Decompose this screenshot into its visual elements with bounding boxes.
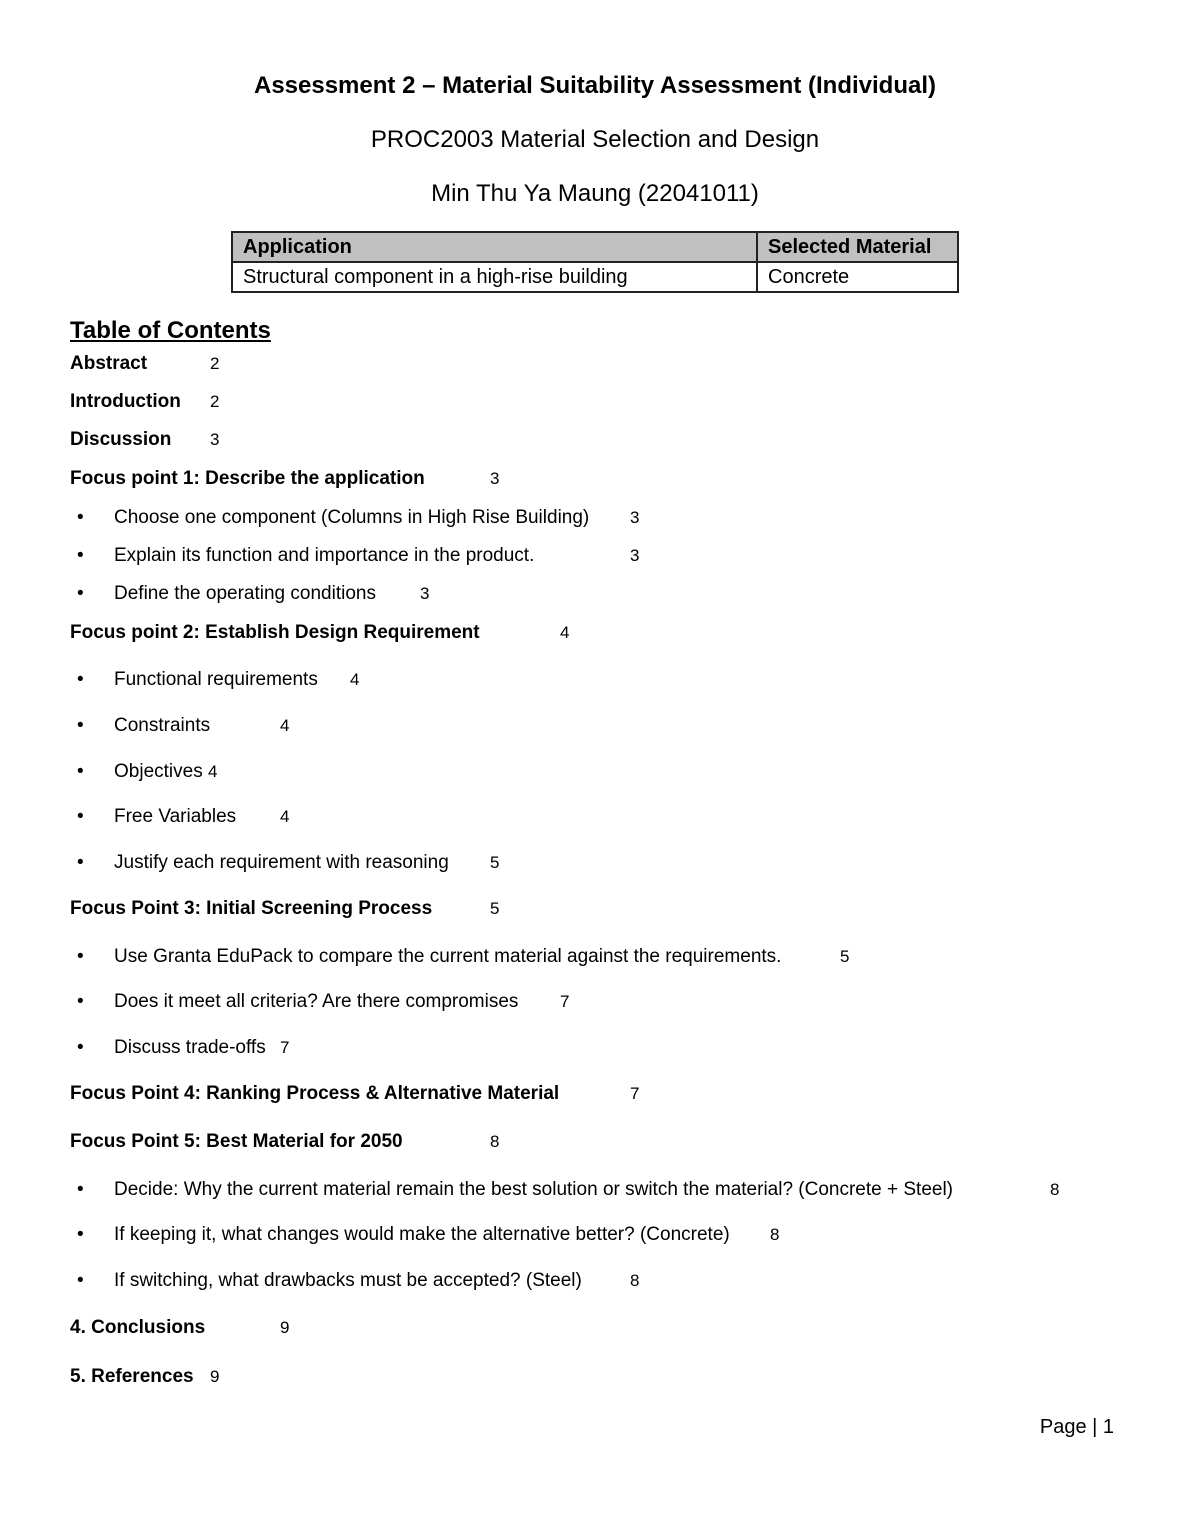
bullet-icon: • [77,1179,84,1200]
toc-entry-conclusions[interactable] [70,1317,290,1339]
table-row [232,262,958,292]
header-selected-material: Selected Material [757,232,958,262]
toc-page-number: 5 [490,853,500,872]
toc-entry-focus-point-3[interactable] [70,898,500,920]
toc-entry-focus-point-4[interactable] [70,1083,640,1105]
toc-page-number: 4 [280,716,290,735]
toc-entry-label: Focus point 1: Describe the application [70,468,425,489]
toc-entry-label: Does it meet all criteria? Are there compromises [114,991,519,1012]
toc-entry-focus-point-5[interactable] [70,1131,500,1153]
application-material-table [231,231,959,293]
toc-entry-label: Introduction [70,391,181,412]
toc-page-number: 4 [560,623,570,642]
toc-page-number: 8 [630,1271,640,1290]
bullet-icon: • [77,946,84,967]
page-footer: Page | 1 [1039,1416,1114,1438]
toc-page-number: 3 [630,546,640,565]
bullet-icon: • [77,583,84,604]
toc-entry-label: If keeping it, what changes would make the alternative better? (Concrete) [114,1224,730,1245]
bullet-icon: • [77,715,84,736]
toc-entry-label: Focus Point 4: Ranking Process & Alternative Material [70,1083,560,1104]
toc-entry-label: Justify each requirement with reasoning [114,852,449,873]
toc-page-number: 7 [630,1084,640,1103]
toc-page-number: 3 [490,469,500,488]
toc-entry-label: Use Granta EduPack to compare the current material against the requirements. [114,946,782,967]
bullet-icon: • [77,806,84,827]
toc-entry-label: Discussion [70,429,172,450]
toc-entry-discussion[interactable] [70,429,220,451]
toc-entry-introduction[interactable] [70,391,220,413]
bullet-icon: • [77,545,84,566]
bullet-icon: • [77,1037,84,1058]
toc-entry-label: Focus Point 5: Best Material for 2050 [70,1131,403,1152]
bullet-icon: • [77,991,84,1012]
toc-entry-label: Focus point 2: Establish Design Requirement [70,622,480,643]
table-header-row [232,232,958,262]
toc-entry-label: Explain its function and importance in the product. [114,545,535,566]
author-name: Min Thu Ya Maung (22041011) [431,180,759,207]
toc-page-number: 9 [280,1318,290,1337]
cell-selected-material: Concrete [757,262,958,292]
document-title: Assessment 2 – Material Suitability Assessment (Individual) [253,72,936,99]
toc-page-number: 3 [630,508,640,527]
toc-entry-label: Discuss trade-offs [114,1037,266,1058]
toc-page-number: 5 [490,899,500,918]
toc-entry-abstract[interactable] [70,353,220,375]
toc-page-number: 3 [420,584,430,603]
toc-page-number: 8 [1050,1180,1060,1199]
toc-entry-label: Choose one component (Columns in High Rise Building) [114,507,590,528]
toc-page-number: 8 [770,1225,780,1244]
toc-entry-label: Functional requirements [114,669,318,690]
cell-application: Structural component in a high-rise building [232,262,757,292]
bullet-icon: • [77,507,84,528]
toc-entry-label: Focus Point 3: Initial Screening Process [70,898,433,919]
header-application: Application [232,232,757,262]
toc-heading: Table of Contents [70,317,271,344]
bullet-icon: • [77,669,84,690]
toc-page-number: 4 [280,807,290,826]
bullet-icon: • [77,1224,84,1245]
toc-page-number: 9 [210,1367,220,1386]
toc-page-number: 3 [210,430,220,449]
toc-page-number: 7 [560,992,570,1011]
toc-entry-label: Objectives [114,761,203,782]
toc-entry-label: Define the operating conditions [114,583,376,604]
toc-page-number: 2 [210,354,220,373]
toc-entry-label: 5. References [70,1366,194,1387]
toc-entry-focus-point-2[interactable] [70,622,570,644]
bullet-icon: • [77,761,84,782]
toc-page-number: 2 [210,392,220,411]
toc-page-number: 4 [350,670,360,689]
toc-entry-label: Decide: Why the current material remain the best solution or switch the material? (Concrete + Steel) [114,1179,954,1200]
bullet-icon: • [77,852,84,873]
toc-entry-label: Abstract [70,353,148,374]
toc-entry-label: Constraints [114,715,211,736]
course-name: PROC2003 Material Selection and Design [370,126,820,153]
toc-entry-label: 4. Conclusions [70,1317,206,1338]
toc-entry-references[interactable] [70,1366,220,1388]
toc-page-number: 8 [490,1132,500,1151]
toc-entry-label: Free Variables [114,806,237,827]
toc-entry-focus-point-1[interactable] [70,468,500,490]
bullet-icon: • [77,1270,84,1291]
toc-page-number: 4 [208,762,218,781]
toc-entry-label: If switching, what drawbacks must be accepted? (Steel) [114,1270,582,1291]
toc-page-number: 7 [280,1038,290,1057]
toc-page-number: 5 [840,947,850,966]
